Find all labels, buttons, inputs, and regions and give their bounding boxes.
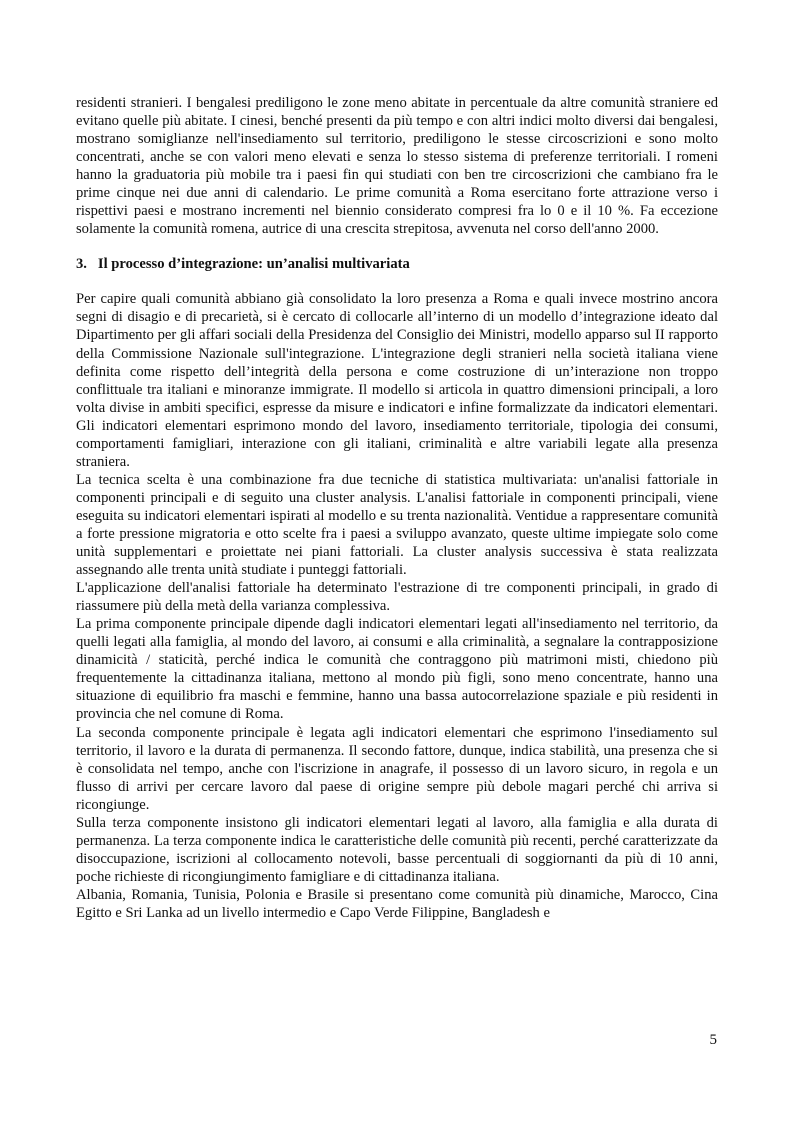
section-title: Il processo d’integrazione: un’analisi multivariata bbox=[97, 256, 410, 273]
paragraph-intro: residenti stranieri. I bengalesi prediligono le zone meno abitate in percentuale da altre comunità straniere ed evitano quelle più abitate. I cinesi, benché presenti da più tempo e con altri indici molto diversi dai bengalesi, mostrano somiglianze nell'insediamento sul territorio, prediligono le stesse circoscrizioni e sono molto concentrati, anche se con valori meno elevati e senza lo stesso sistema di preferenze territoriali. I romeni hanno la graduatoria più mobile tra i paesi fin qui studiati con ben tre circoscrizioni che cambiano fra le prime cinque nei due anni di calendario. Le prime comunità a Roma esercitano forte attrazione verso i rispettivi paesi e mostrano incrementi nel biennio considerato compresi fra lo 0 e il 10 %. Fa eccezione solamente la comunità romena, autrice di una crescita strepitosa, avvenuta nel corso dell'anno 2000. bbox=[76, 95, 718, 238]
paragraph-countries: Albania, Romania, Tunisia, Polonia e Brasile si presentano come comunità più dinamiche, Marocco, Cina Egitto e Sri Lanka ad un livello intermedio e Capo Verde Filippine, Bangladesh e bbox=[76, 886, 718, 921]
paragraph-extraction: L'applicazione dell'analisi fattoriale ha determinato l'estrazione di tre componenti principali, in grado di riassumere più della metà della varianza complessiva. bbox=[76, 580, 718, 615]
section-heading bbox=[76, 255, 718, 273]
section-number: 3. bbox=[76, 256, 87, 273]
paragraph-third-component: Sulla terza componente insistono gli indicatori elementari legati al lavoro, alla famiglia e alla durata di permanenza. La terza componente indica le caratteristiche delle comunità più recenti, perché caratterizzate da disoccupazione, iscrizioni al collocamento notevoli, basse percentuali di soggiornanti da più di 10 anni, poche richieste di ricongiungimento famigliare e di cittadinanza italiana. bbox=[76, 814, 718, 885]
page-body bbox=[76, 94, 718, 922]
paragraph-model: Per capire quali comunità abbiano già consolidato la loro presenza a Roma e quali invece mostrino ancora segni di disagio e di precarietà, si è cercato di collocarle all’interno di un modello d’integrazione ideato dal Dipartimento per gli affari sociali della Presidenza del Consiglio dei Ministri, modello apparso sul II rapporto della Commissione Nazionale sull'integrazione. L'integrazione degli stranieri nella società italiana viene definita come rispetto dell’integrità della persona e come costruzione di un’interazione non troppo conflittuale tra italiani e minoranze immigrate. Il modello si articola in quattro dimensioni principali, a loro volta divise in ambiti specifici, espresse da misure e indicatori e infine formalizzate da indicatori elementari. Gli indicatori elementari esprimono mondo del lavoro, insediamento territoriale, tipologia dei consumi, comportamenti famigliari, interazione con gli italiani, criminalità e altre variabili legate alla presenza straniera. bbox=[76, 291, 718, 470]
paragraph-first-component: La prima componente principale dipende dagli indicatori elementari legati all'insediamento nel territorio, da quelli legati alla famiglia, al mondo del lavoro, ai consumi e alla criminalità, a segnalare la contrapposizione dinamicità / staticità, perché indica le comunità che contraggono più matrimoni misti, chiedono più frequentemente la cittadinanza italiana, mettono al mondo più figli, sono meno concentrate, hanno una situazione di equilibrio fra maschi e femmine, hanno una bassa autocorrelazione spaziale e più residenti in provincia che nel comune di Roma. bbox=[76, 616, 718, 723]
paragraph-technique: La tecnica scelta è una combinazione fra due tecniche di statistica multivariata: un'analisi fattoriale in componenti principali e di seguito una cluster analysis. L'analisi fattoriale in componenti principali, viene eseguita su indicatori elementari ispirati al modello e su trenta nazionalità. Ventidue a rappresentare comunità a forte pressione migratoria e otto scelte fra i paesi a sviluppo avanzato, queste ultime impiegate solo come unità supplementari e proiettate nei piani fattoriali. La cluster analysis successiva è stata realizzata assegnando alle trenta unità studiate i punteggi fattoriali. bbox=[76, 471, 718, 579]
paragraph-second-component: La seconda componente principale è legata agli indicatori elementari che esprimono l'insediamento sul territorio, il lavoro e la durata di permanenza. Il secondo fattore, dunque, indica stabilità, una presenza che si è consolidata nel tempo, anche con l'iscrizione in anagrafe, il possesso di un lavoro sicuro, in regola e un flusso di arrivi per cercare lavoro dal paese di origine sempre più debole magari perché chi arriva si ricongiunge. bbox=[76, 724, 718, 813]
page-number: 5 bbox=[709, 1032, 717, 1048]
